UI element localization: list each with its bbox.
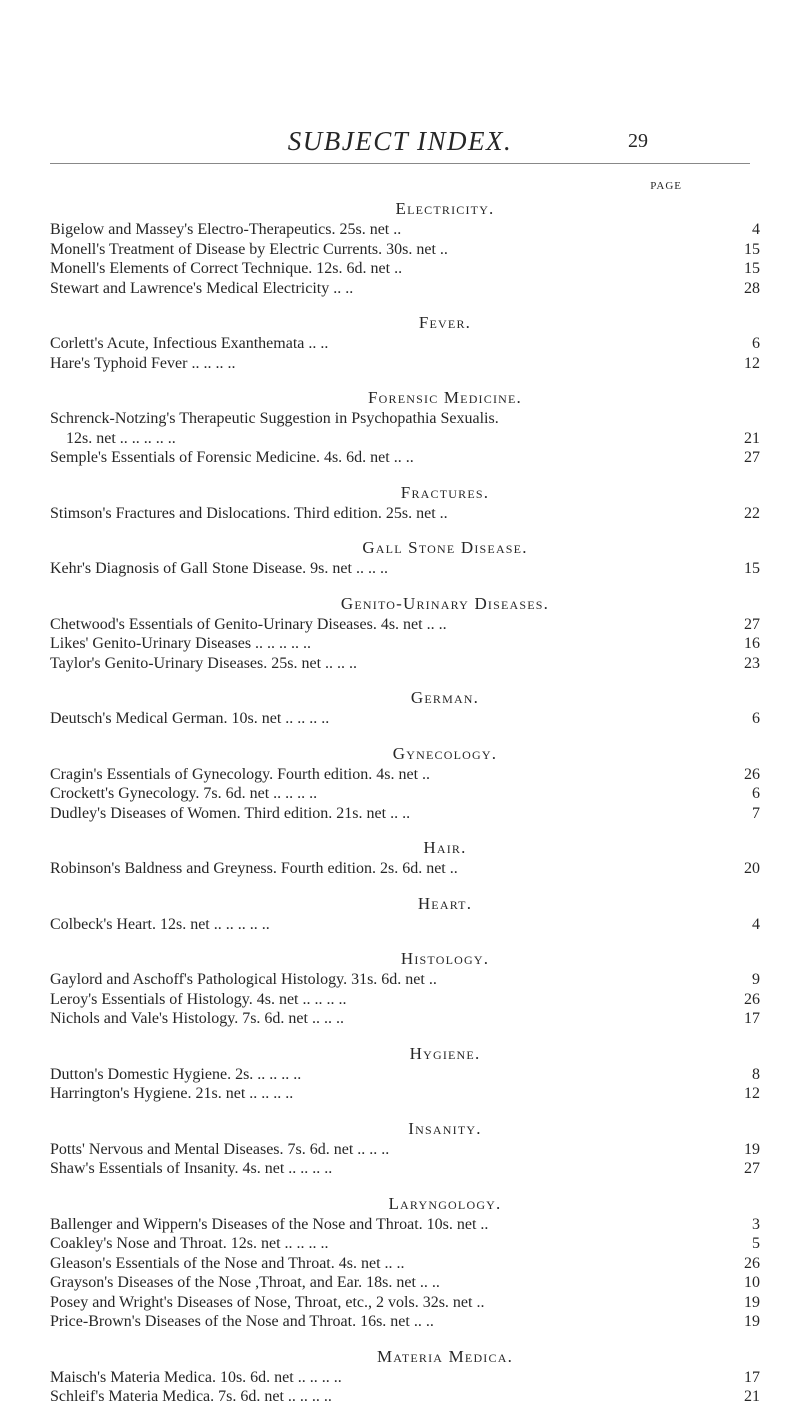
entry-title: Schleif's Materia Medica. 7s. 6d. net .. .. .. ..: [50, 1388, 332, 1405]
index-entry: [50, 784, 760, 804]
index-section: [50, 1193, 760, 1332]
index-section: [50, 893, 760, 935]
entry-page-number: 17: [744, 1368, 760, 1386]
index-entry: [50, 970, 760, 990]
section-heading: German.: [410, 688, 480, 707]
index-section: [50, 743, 760, 824]
section-gap: [50, 523, 760, 537]
index-section: [50, 1118, 760, 1179]
index-entry: [50, 1159, 760, 1179]
entry-title: Shaw's Essentials of Insanity. 4s. net .. .. .. ..: [50, 1160, 333, 1177]
index-entry: [50, 1312, 760, 1332]
index-section: [50, 837, 760, 879]
section-heading: Electricity.: [395, 199, 495, 218]
entry-title: Deutsch's Medical German. 10s. net .. .. .. ..: [50, 710, 330, 727]
entry-page-number: 9: [752, 971, 760, 988]
header-rule: [50, 163, 750, 164]
section-heading: Fever.: [418, 313, 472, 332]
index-entry: [50, 654, 760, 674]
index-section: [50, 593, 760, 674]
index-entry: [50, 1140, 760, 1160]
entry-page-number: 23: [744, 654, 760, 672]
entry-title: Colbeck's Heart. 12s. net .. .. .. .. ..: [50, 915, 270, 933]
subject-index: [50, 198, 760, 1407]
index-entry: [50, 429, 760, 449]
entry-title: Corlett's Acute, Infectious Exanthemata .. ..: [50, 335, 329, 352]
entry-page-number: 27: [744, 615, 760, 633]
entry-page-number: 27: [744, 1160, 760, 1177]
entry-title: Kehr's Diagnosis of Gall Stone Disease. 9s. net .. .. ..: [50, 560, 388, 577]
entry-title: Posey and Wright's Diseases of Nose, Throat, etc., 2 vols. 32s. net ..: [50, 1293, 485, 1311]
entry-title: Schrenck-Notzing's Therapeutic Suggestion in Psychopathia Sexualis.: [50, 410, 499, 427]
index-entry: [50, 709, 760, 729]
section-heading: Laryngology.: [388, 1193, 502, 1213]
index-entry: [50, 259, 760, 279]
entry-page-number: 7: [752, 804, 760, 822]
index-section: [50, 948, 760, 1029]
entry-title: Grayson's Diseases of the Nose ,Throat, and Ear. 18s. net .. ..: [50, 1274, 440, 1291]
entry-page-number: 12: [744, 354, 760, 372]
index-entry: [50, 859, 760, 879]
entry-page-number: 26: [744, 990, 760, 1008]
entry-title: Leroy's Essentials of Histology. 4s. net .. .. .. ..: [50, 990, 347, 1008]
index-entry: [50, 1254, 760, 1274]
entry-title: Hare's Typhoid Fever .. .. .. ..: [50, 354, 236, 372]
entry-page-number: 8: [752, 1065, 760, 1083]
index-entry: [50, 804, 760, 824]
section-gap: [50, 823, 760, 837]
index-entry: [50, 1273, 760, 1293]
index-section: [50, 1043, 760, 1104]
section-gap: [50, 298, 760, 312]
entry-title: Stimson's Fractures and Dislocations. Third edition. 25s. net ..: [50, 504, 448, 522]
index-section: [50, 312, 760, 373]
entry-page-number: 26: [744, 765, 760, 783]
index-entry: [50, 354, 760, 374]
entry-title: 12s. net .. .. .. .. ..: [50, 429, 176, 447]
index-entry: [50, 1293, 760, 1313]
section-gap: [50, 729, 760, 743]
entry-title: Dutton's Domestic Hygiene. 2s. .. .. .. ..: [50, 1065, 302, 1083]
entry-title: Harrington's Hygiene. 21s. net .. .. .. ..: [50, 1085, 294, 1102]
entry-title: Maisch's Materia Medica. 10s. 6d. net .. .. .. ..: [50, 1368, 342, 1386]
index-entry: [50, 334, 760, 354]
entry-title: Monell's Elements of Correct Technique. 12s. 6d. net ..: [50, 260, 403, 277]
section-gap: [50, 934, 760, 948]
entry-title: Nichols and Vale's Histology. 7s. 6d. net .. .. ..: [50, 1010, 344, 1027]
section-gap: [50, 373, 760, 387]
index-entry: [50, 1009, 760, 1029]
index-entry: [50, 279, 760, 299]
index-entry: [50, 765, 760, 785]
entry-page-number: 6: [752, 335, 760, 352]
index-section: [50, 687, 760, 729]
entry-page-number: 15: [744, 260, 760, 277]
index-entry: [50, 915, 760, 935]
section-gap: [50, 1104, 760, 1118]
entry-title: Price-Brown's Diseases of the Nose and Throat. 16s. net .. ..: [50, 1313, 434, 1330]
entry-page-number: 15: [744, 560, 760, 577]
section-gap: [50, 579, 760, 593]
entry-page-number: 28: [744, 279, 760, 297]
entry-page-number: 4: [752, 915, 760, 933]
index-entry: [50, 504, 760, 524]
section-gap: [50, 879, 760, 893]
index-entry: [50, 1387, 760, 1407]
index-entry: [50, 448, 760, 468]
entry-title: Dudley's Diseases of Women. Third edition. 21s. net .. ..: [50, 804, 411, 822]
section-gap: [50, 1029, 760, 1043]
entry-page-number: 17: [744, 1010, 760, 1027]
section-gap: [50, 1179, 760, 1193]
entry-title: Potts' Nervous and Mental Diseases. 7s. 6d. net .. .. ..: [50, 1140, 390, 1158]
entry-page-number: 26: [744, 1254, 760, 1272]
entry-title: Bigelow and Massey's Electro-Therapeutics. 25s. net ..: [50, 221, 402, 238]
entry-page-number: 19: [744, 1293, 760, 1311]
running-title: SUBJECT INDEX.: [287, 126, 513, 156]
section-heading: Hair.: [423, 838, 467, 857]
entry-page-number: 4: [752, 221, 760, 238]
page-number: 29: [628, 130, 648, 152]
entry-page-number: 19: [744, 1140, 760, 1158]
index-section: [50, 537, 760, 579]
entry-page-number: 21: [744, 1388, 760, 1405]
entry-title: Ballenger and Wippern's Diseases of the Nose and Throat. 10s. net ..: [50, 1215, 489, 1233]
entry-page-number: 15: [744, 240, 760, 258]
page-column-label: PAGE: [650, 180, 682, 192]
running-head: [0, 126, 800, 166]
entry-page-number: 6: [752, 785, 760, 802]
section-heading: Histology.: [400, 949, 490, 968]
index-entry: [50, 1368, 760, 1388]
section-gap: [50, 673, 760, 687]
index-entry: [50, 1065, 760, 1085]
entry-page-number: 5: [752, 1235, 760, 1252]
index-section: [50, 387, 760, 468]
section-heading: Materia Medica.: [376, 1346, 514, 1366]
entry-page-number: 12: [744, 1085, 760, 1102]
entry-page-number: 3: [752, 1215, 760, 1233]
entry-title: Gaylord and Aschoff's Pathological Histology. 31s. 6d. net ..: [50, 971, 437, 988]
index-section: [50, 482, 760, 524]
entry-title: Cragin's Essentials of Gynecology. Fourth edition. 4s. net ..: [50, 765, 431, 783]
entry-title: Monell's Treatment of Disease by Electric Currents. 30s. net ..: [50, 240, 448, 258]
index-entry: [50, 240, 760, 260]
index-entry: [50, 559, 760, 579]
entry-title: Robinson's Baldness and Greyness. Fourth edition. 2s. 6d. net ..: [50, 860, 458, 877]
section-heading: Heart.: [417, 893, 473, 913]
index-section: [50, 198, 760, 298]
index-entry: [50, 615, 760, 635]
index-entry: [50, 634, 760, 654]
entry-title: Coakley's Nose and Throat. 12s. net .. .. .. ..: [50, 1235, 329, 1252]
entry-page-number: 16: [744, 635, 760, 652]
entry-title: Stewart and Lawrence's Medical Electricity .. ..: [50, 279, 354, 297]
index-entry: [50, 990, 760, 1010]
entry-page-number: 21: [744, 429, 760, 447]
entry-title: Chetwood's Essentials of Genito-Urinary Diseases. 4s. net .. ..: [50, 615, 447, 633]
entry-page-number: 22: [744, 504, 760, 522]
index-entry: [50, 1215, 760, 1235]
section-gap: [50, 468, 760, 482]
section-heading: Gynecology.: [392, 743, 498, 763]
index-entry: [50, 409, 760, 429]
entry-title: Likes' Genito-Urinary Diseases .. .. .. .. ..: [50, 635, 312, 652]
section-heading: Genito-Urinary Diseases.: [340, 593, 550, 613]
entry-page-number: 19: [744, 1313, 760, 1330]
index-section: [50, 1346, 760, 1407]
section-heading: Insanity.: [408, 1118, 482, 1138]
entry-title: Gleason's Essentials of the Nose and Throat. 4s. net .. ..: [50, 1254, 405, 1272]
entry-page-number: 6: [752, 710, 760, 727]
entry-title: Crockett's Gynecology. 7s. 6d. net .. .. .. ..: [50, 785, 318, 802]
entry-page-number: 27: [744, 449, 760, 466]
entry-page-number: 20: [744, 860, 760, 877]
index-entry: [50, 220, 760, 240]
index-entry: [50, 1084, 760, 1104]
section-heading: Gall Stone Disease.: [362, 538, 528, 557]
entry-title: Semple's Essentials of Forensic Medicine. 4s. 6d. net .. ..: [50, 449, 414, 466]
section-gap: [50, 1332, 760, 1346]
section-heading: Forensic Medicine.: [368, 388, 522, 407]
section-heading: Hygiene.: [409, 1043, 481, 1063]
entry-page-number: 10: [744, 1274, 760, 1291]
entry-title: Taylor's Genito-Urinary Diseases. 25s. net .. .. ..: [50, 654, 358, 672]
section-heading: Fractures.: [400, 482, 490, 502]
index-entry: [50, 1234, 760, 1254]
